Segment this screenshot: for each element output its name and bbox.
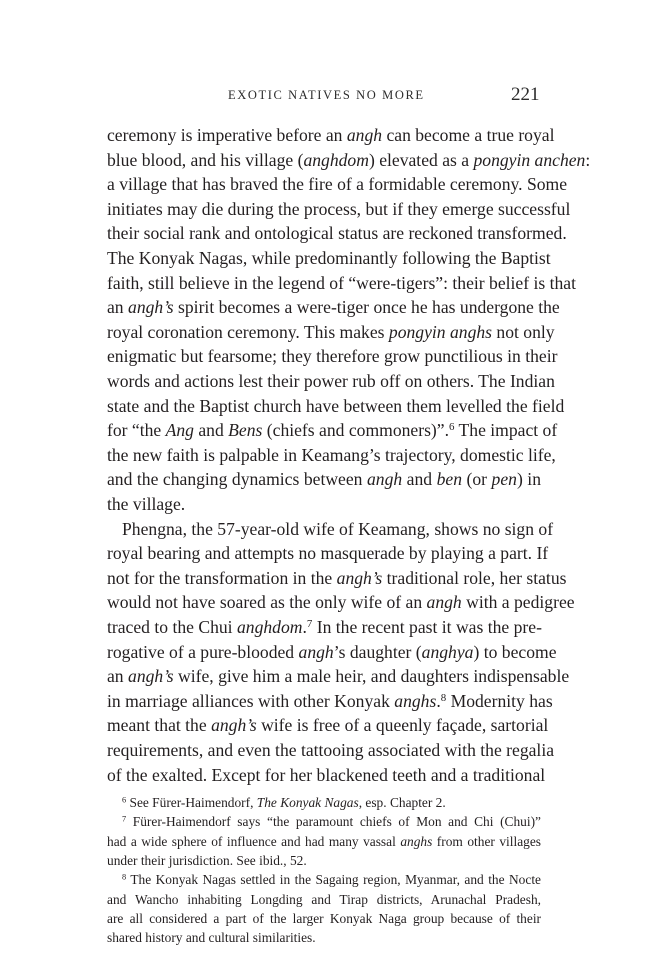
footnote-line xyxy=(107,909,541,928)
italic-term: pen xyxy=(491,469,517,490)
italic-term: angh xyxy=(298,641,334,662)
italic-term: Bens xyxy=(228,420,263,441)
body-line xyxy=(107,492,541,516)
text-run: ) to become xyxy=(473,641,557,662)
text-run: and xyxy=(193,420,229,441)
footnote-marker: 6 xyxy=(449,421,455,434)
body-line xyxy=(107,271,576,295)
text-run: words and actions lest their power rub off on others. The Indian xyxy=(107,371,555,391)
text-run: not only xyxy=(492,321,555,342)
text-run: a village that has braved the fire of a formidable ceremony. Some xyxy=(107,174,568,195)
text-run: not for the transformation in the xyxy=(107,567,337,588)
text-run: royal bearing and attempts no masquerade by playing a part. If xyxy=(107,543,549,564)
body-line xyxy=(107,320,555,344)
body-line xyxy=(107,369,555,393)
italic-term: anghdom xyxy=(236,617,303,637)
text-run: and Wancho inhabiting Longding and Tirap districts, Arunachal Pradesh, xyxy=(107,891,541,907)
text-run: rogative of a pure-blooded xyxy=(107,641,299,662)
body-line xyxy=(107,713,549,737)
italic-term: The Konyak Nagas xyxy=(256,795,359,810)
body-line xyxy=(107,640,557,664)
body-line xyxy=(107,689,553,713)
footnote-line xyxy=(107,851,541,870)
text-run: the new faith is palpable in Keamang’s trajectory, domestic life, xyxy=(107,444,556,465)
italic-term: angh xyxy=(346,125,383,145)
text-run: In the recent past it was the pre- xyxy=(312,617,542,637)
italic-term: angh xyxy=(366,469,403,490)
footnote-line xyxy=(107,793,541,812)
text-run: for “the xyxy=(107,420,166,441)
text-run: the village. xyxy=(107,494,186,514)
body-line xyxy=(107,172,568,196)
text-run: an xyxy=(107,666,129,687)
text-run: : xyxy=(585,149,591,170)
italic-term: anghya xyxy=(421,641,474,662)
text-run: with a pedigree xyxy=(461,592,575,613)
text-run: their social rank and ontological status are reckoned transformed. xyxy=(107,223,567,244)
footnote-marker: 7 xyxy=(122,814,127,824)
body-line xyxy=(107,590,575,614)
text-run: ) in xyxy=(516,469,541,490)
footnote-line xyxy=(107,928,541,947)
footnote-marker: 6 xyxy=(122,795,127,805)
text-run: Fürer-Haimendorf says “the paramount chiefs of Mon and Chi (Chui)” xyxy=(126,814,541,830)
body-line xyxy=(107,664,570,688)
text-run: ) elevated as a xyxy=(368,149,474,170)
text-run: . xyxy=(436,690,441,711)
italic-term: anghs xyxy=(400,833,433,849)
text-run: Modernity has xyxy=(446,690,553,711)
text-run: and xyxy=(402,469,437,490)
body-line xyxy=(107,148,591,172)
footnote-line xyxy=(107,870,541,889)
body-line xyxy=(107,517,554,541)
italic-term: ben xyxy=(436,469,462,490)
body-line xyxy=(107,197,571,221)
italic-term: pongyin anchen xyxy=(473,149,586,170)
text-run: shared history and cultural similarities. xyxy=(107,930,316,946)
text-run: in marriage alliances with other Konyak xyxy=(107,690,395,711)
text-run: The Konyak Nagas, while predominantly following the Baptist xyxy=(107,248,551,268)
text-run: faith, still believe in the legend of “were-tigers”: their belief is that xyxy=(107,272,576,293)
body-line xyxy=(107,123,555,147)
text-run: traditional role, her status xyxy=(382,567,567,588)
text-run: an xyxy=(107,297,129,318)
text-run: , esp. Chapter 2. xyxy=(358,795,446,810)
text-run: See Fürer-Haimendorf, xyxy=(126,795,257,810)
text-run: traced to the Chui xyxy=(107,617,237,637)
body-line xyxy=(107,467,541,491)
italic-term: anghdom xyxy=(303,149,369,170)
body-line xyxy=(107,541,549,565)
text-run: had a wide sphere of influence and had many vassal xyxy=(107,833,401,849)
text-run: initiates may die during the process, but if they emerge successful xyxy=(107,198,571,219)
footnote-line xyxy=(107,832,541,851)
italic-term: angh’s xyxy=(336,567,383,588)
text-run: of the exalted. Except for her blackened teeth and a traditional xyxy=(107,764,546,785)
footnote-marker: 8 xyxy=(440,691,447,704)
text-run: meant that the xyxy=(107,715,212,736)
footnote-line xyxy=(107,812,541,831)
text-run: state and the Baptist church have between them levelled the field xyxy=(107,395,565,416)
text-run: blue blood, and his village ( xyxy=(107,149,304,170)
body-line xyxy=(107,344,558,368)
body-line xyxy=(107,394,565,418)
italic-term: Ang xyxy=(165,420,194,441)
text-run: can become a true royal xyxy=(382,125,555,145)
text-run: are all considered a part of the larger Konyak Naga group because of their xyxy=(107,910,541,926)
text-run: royal coronation ceremony. This makes xyxy=(107,321,389,342)
text-run: would not have soared as the only wife of an xyxy=(107,592,427,613)
text-run: . xyxy=(302,617,307,637)
text-run: wife is free of a queenly façade, sartorial xyxy=(256,715,549,736)
italic-term: angh’s xyxy=(128,297,174,318)
body-line xyxy=(107,221,567,245)
text-run: requirements, and even the tattooing associated with the regalia xyxy=(107,740,555,760)
body-line xyxy=(107,295,560,319)
italic-term: angh’s xyxy=(128,666,174,687)
italic-term: angh xyxy=(426,592,462,613)
italic-term: anghs xyxy=(394,690,437,711)
page-number: 221 xyxy=(511,84,540,105)
body-line xyxy=(107,443,556,467)
text-run: ’s daughter ( xyxy=(333,641,422,662)
footnote-marker: 8 xyxy=(122,872,127,882)
body-line xyxy=(107,615,541,639)
text-run: (or xyxy=(462,469,492,490)
text-run: enigmatic but fearsome; they therefore grow punctilious in their xyxy=(107,346,558,367)
text-run: Phengna, the 57-year-old wife of Keamang, shows no sign of xyxy=(122,518,554,539)
italic-term: angh’s xyxy=(211,715,257,736)
text-run: wife, give him a male heir, and daughters indispensable xyxy=(173,666,570,687)
body-line xyxy=(107,418,558,442)
text-run: from other villages xyxy=(432,833,541,849)
body-line xyxy=(107,566,567,590)
footnote-marker: 7 xyxy=(306,618,313,630)
italic-term: pongyin anghs xyxy=(388,321,493,342)
text-run: The impact of xyxy=(454,420,558,441)
text-run: The Konyak Nagas settled in the Sagaing region, Myanmar, and the Nocte xyxy=(126,872,541,888)
body-line xyxy=(107,763,546,787)
text-run: spirit becomes a were-tiger once he has undergone the xyxy=(173,297,560,318)
text-run: under their jurisdiction. See ibid., 52. xyxy=(107,852,307,868)
running-head: EXOTIC NATIVES NO MORE xyxy=(228,88,425,102)
footnote-line xyxy=(107,890,541,909)
body-line xyxy=(107,738,555,762)
text-run: ceremony is imperative before an xyxy=(107,125,347,145)
body-line xyxy=(107,246,551,270)
text-run: (chiefs and commoners)”. xyxy=(262,420,449,441)
text-run: and the changing dynamics between xyxy=(107,469,367,490)
